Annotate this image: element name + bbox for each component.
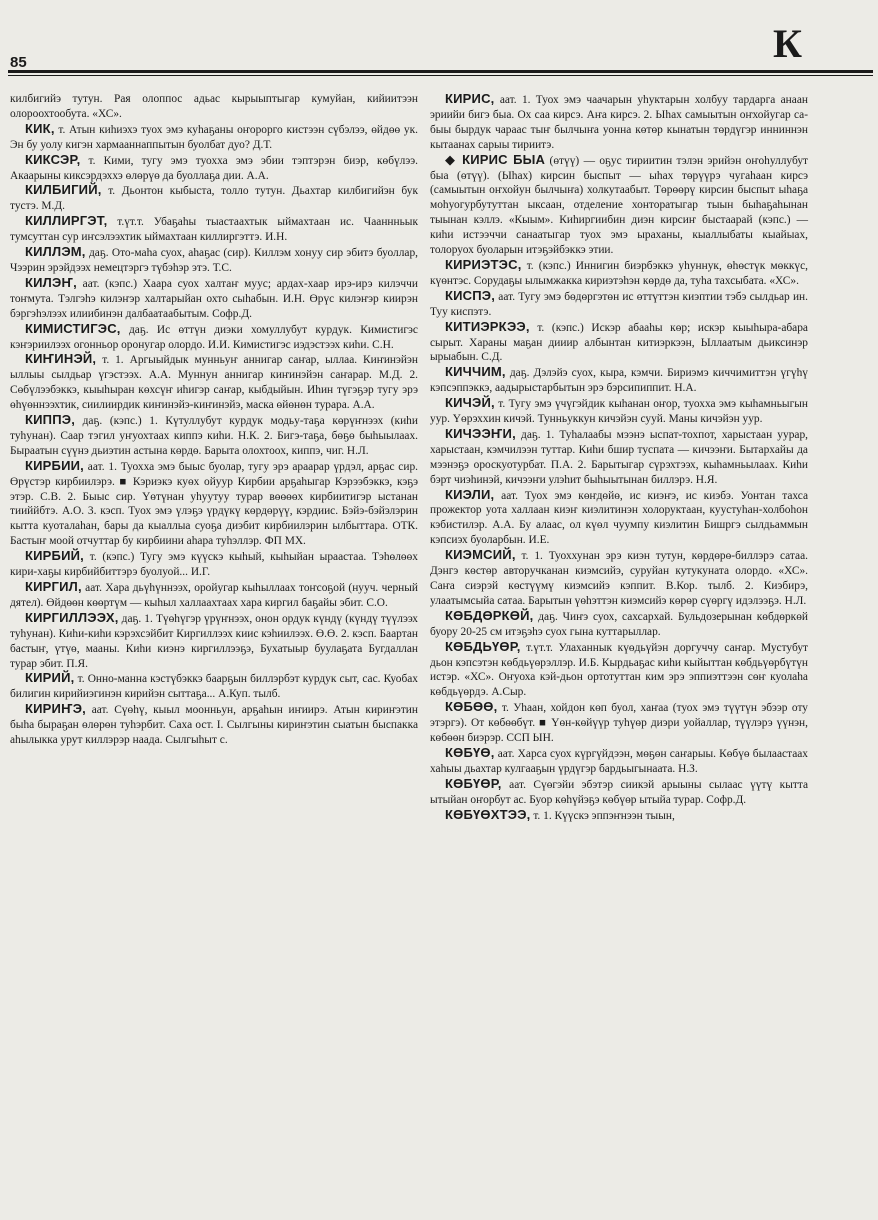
entry-text: т. Онно-манна кэстүбэккэ баарҕын биллэрбэт курдук сыт, сас. Куобах билигин кирийиэгинэн кирийэн сыттаҕа... А.Куп. тылб.: [10, 673, 418, 701]
entry-text: т. Тугу эмэ үчүгэйдик кыһанан оҥор, туохха эмэ кыһамньыгын уур. Үөрэххин кичэй. Тунньуккун кичэйэн сууй. Маны кичэйэн уур.: [430, 398, 808, 426]
dictionary-entry: [430, 92, 808, 153]
entry-text: т.үт.т. Убаҕаһы тыастаахтык ыймахтаан ис. Чааннньык тумсуттан сур иҥсэлээхтик ыймахтаан киллиргэттэ. И.Н.: [10, 216, 418, 244]
entry-text: аат. Тугу эмэ бөдөргэтөн ис өттүттэн киэптии тэбэ сылдьар ин. Туу киспэтэ.: [430, 290, 808, 318]
entry-headword: КИТИЭРКЭЭ,: [445, 318, 530, 334]
right-column: [430, 92, 808, 824]
left-column: [10, 92, 418, 748]
dictionary-entry: [10, 276, 418, 322]
dictionary-entry: [430, 777, 808, 808]
dictionary-entry: [10, 153, 418, 184]
entry-headword: КӨБҮӨР,: [445, 775, 502, 791]
entry-headword: КӨБӨӨ,: [445, 699, 498, 715]
page-number: 85: [10, 54, 27, 71]
dictionary-entry: [10, 413, 418, 459]
dictionary-entry: [10, 183, 418, 214]
dictionary-entry: [10, 611, 418, 672]
entry-headword: КӨБҮӨ,: [445, 744, 495, 760]
entry-headword: КИЛБИГИЙ,: [25, 182, 102, 198]
dictionary-entry: [10, 671, 418, 702]
dictionary-entry: [430, 548, 808, 609]
entry-headword: КИЧЭЭҤИ,: [445, 425, 516, 441]
entry-headword: КИЛЛЭМ,: [25, 244, 86, 260]
entry-headword: КИРГИЛЛЭЭХ,: [25, 609, 119, 625]
entry-text: т. Дьонтон кыбыста, толло тутун. Дьахтар килбигийэн бук тустэ. М.Д.: [10, 185, 418, 213]
dictionary-entry: [430, 488, 808, 549]
entry-text: т. 1. Туоххунан эрэ киэн тутун, көрдөрө-биллэрэ сатаа. Дэнгэ көстөр авторучканан киэмсийэ, суруйан кутукуната олордо. «ХС». Саҥа сиэрэй көстүүмү киэмсийэ кэппит. В.Кор. тылб. 2. Киэбирэ, улаатымсыйа сатаа. Барытын үөһэттэн киэмсийэ көрөр сүөргү идэлээҕэ. Н.Л.: [430, 550, 808, 607]
dictionary-entry: [430, 289, 808, 320]
entry-headword: КИРИЙ,: [25, 670, 75, 686]
dictionary-entry: [430, 365, 808, 396]
entry-text: килбигийэ тутун. Рая олоппос адьас кырыыптыгар кумуйан, кийиитээн олороохтообута. «ХС».: [10, 93, 418, 120]
header-rule: [8, 70, 873, 73]
dictionary-entry: [430, 609, 808, 640]
entry-headword: КИМИСТИГЭС,: [25, 320, 121, 336]
header-rule-thin: [8, 75, 873, 76]
entry-text: (өтүү) — оҕус тириитин тэлэн эрийэн оҥоһуллубут быа (өтүү). (Ыһах) кирсин быспыт — ыһах төрүүрэ чугаһаан кирсэ (самыытын оҥхойун былчыҥа) холкутаабыт. Төрөөрү кирсин быспыт ыһаҕа моһуогурбутуттан ыксаан, отделение хонторатыгар тыын быһаҕаһынан тыынан кэллэ. «Кыым». Киһиргиибин диэн кирсиҥ быстаарай (кэпс.) — киһи истээччи санаатыгар туох эмэ ыраханы, кыаллыбаты кыайыах, толоруох буоларын итэҕэйбэккэ этии.: [430, 154, 808, 257]
entry-text: аат. Туох эмэ көҥдөйө, ис киэҥэ, ис киэбэ. Уонтан тахса прожектор уота халлаан киэҥ киэлитинэн холоруктаан, куустуһан-холбоһон кэбистилэр. А.А. Бу алаас, ол күөл чуумпу киэлитин Бишргэ сылдьаммын кэпсиэх буоларбын. И.Е.: [430, 489, 808, 547]
entry-headword: КИРБИЙ,: [25, 548, 84, 564]
entry-headword: КИРИС,: [445, 91, 495, 106]
dictionary-entry: [10, 322, 418, 353]
dictionary-entry: [10, 214, 418, 245]
entry-headword: КИЭЛИ,: [445, 486, 495, 502]
entry-headword: ◆ КИРИС БЫА: [445, 151, 546, 167]
dictionary-entry: [430, 808, 808, 824]
entry-text: аат. 1. Туох эмэ чаачарын уһуктарын холбуу тардарга анаан эриийи бигэ быа. Ох саа кирсэ. Аҥа кирсэ. 2. Ыһах самыытын оҥхойугар сабыы бырдук чараас тыҥ былчыҥа уонна көтөр кынатын төрдүгэр инниннэн кытаанах сарыы тириитэ.: [430, 94, 808, 151]
entry-text: даҕ. Ис өттүн диэки хомуллубут курдук. Кимистигэс кэҥэриилээх огонньор оронугар олордо. И.И. Кимистигэс иэдэстээх киһи. С.Н.: [10, 323, 418, 351]
entry-text: даҕ. 1. Туһалаабы мээнэ ыспат-тохпот, харыстаан уурар, харыстаан, кэмчилээн туттар. Киһи бшир туспата — кичээҥи. Бытархайы да мээнэҕэ ороскуотурбат. П.А. 2. Барытыгар сүрэхтээх, кыһамньылаах. Киһи бэрт чиэһинэй, кичээҥи улэһит быһыытынан биллэрэ. Н.Я.: [430, 428, 808, 486]
entry-headword: КИЭМСИЙ,: [445, 547, 516, 563]
entry-text: аат. Сүөһү, кыыл моонньун, арҕаһын иҥиирэ. Атын кириҥэтин быһа быраҕан өлөрөн туһэрбит. Саха ост. I. Сылгыны кириҥэтин сыатын быспакка аһылыкка урут киллэрэр наада. Сылгыһыт с.: [10, 704, 418, 747]
entry-text: т. (кэпс.) Тугу эмэ күүскэ кыһый, кыһыйан ыраастаа. Тэһөлөөх кири-хаҕы кирбийбиттэрэ буолуой... И.Г.: [10, 551, 418, 579]
dictionary-entry: [430, 427, 808, 488]
entry-headword: КИЛЭҤ,: [25, 274, 77, 290]
dictionary-entry: [10, 122, 418, 153]
entry-headword: КИЛЛИРГЭТ,: [25, 213, 108, 229]
entry-text: аат. Хара дьүһүннээх, оройугар кыһыллаах тоҥсоҕой (нууч. черный дятел). Өйдөөн көөртүм — кыһыл халлаахтаах хара киргил баҕайы эбит. С.О.: [10, 582, 418, 609]
dictionary-entry: [10, 245, 418, 276]
entry-headword: КӨБҮӨХТЭЭ,: [445, 806, 531, 822]
entry-text: т. (кэпс.) Искэр абааһы көр; искэр кыыһыра-абара сырыт. Хараны маҕан дииир албынтан китиэркээн, Ыллаатым дьиксинэр ырыабын. С.Д.: [430, 321, 808, 364]
dictionary-entry: [10, 352, 418, 413]
entry-headword: КИКСЭР,: [25, 151, 81, 167]
entry-headword: КИРИҤЭ,: [25, 701, 86, 717]
entry-headword: КИЧЭЙ,: [445, 395, 495, 411]
dictionary-entry: [10, 92, 418, 122]
entry-text: аат. 1. Туохха эмэ быыс буолар, тугу эрэ араарар үрдэл, арҕас сир. Өрүстэр кирбиилэрэ. ■ Кэриэкэ куөх ойуур Кирбии арҕаһыгар Кэрээбэккэ, кэҕэ этэр. С.В. 2. Быыс сир. Үөтүнан уһуутуу турар вөөөөх кирбиитигэр ыстанан тииййбтэ. А.О. 3. кэсп. Туох эмэ үлэҕэ үрдүкү көрдөрүү, кэрдиис. Бэйэ-бэйэлэрин кытта куоталаһан, бары да кыаллыа суоҕа диэбит кирбиилэрин ылбыттара. ОТК. Бастыҥ моой отчуттар бу кирбиини аһара туһэллэр. ФП МХ.: [10, 460, 418, 548]
dictionary-entry: [430, 746, 808, 777]
entry-text: т. Атын киһиэхэ туох эмэ куһаҕаны оҥорорго кистээн сүбэлээ, өйдөө ук. Эн бу уолу кигэн хармааннаппытын буолбат дуо? Д.Т.: [10, 123, 418, 151]
entry-text: даҕ. Ото-маһа суох, аһаҕас (сир). Киллэм хонуу сир эбитэ буоллар, Чээрин эрэйдээх немецтэргэ түбэһэр этэ. Т.С.: [10, 247, 418, 274]
dictionary-entry: [10, 580, 418, 611]
entry-text: аат. Сүөгэйи эбэтэр сиикэй арыыны сылаас үүтү кытта ытыйан оҥорбут ас. Буор көһүйэҕэ көбүөр ытыйа турар. Софр.Д.: [430, 778, 808, 806]
entry-headword: КИППЭ,: [25, 412, 76, 428]
entry-text: т.үт.т. Улаханнык күөдьүйэн доргуччу саҥар. Мустубут дьон кэпсэтэн көбдьүөрэллэр. И.Б. Кырдьаҕас киһи кыйыттан көбдьүөрбүтүн истэр. «ХС». Оҥуоха кэй-дьон ортотуттан ким эрэ эппиэттээн сөҥ куолаһа көбдьүөрдэ. А.Сыр.: [430, 641, 808, 699]
entry-text: даҕ. Чиҥэ суох, сахсархай. Бульдозерынан көбдөркөй буору 20-25 см итэҕэһэ суох гына куттарыллар.: [430, 610, 808, 638]
dictionary-entry: [10, 549, 418, 580]
entry-text: т. Кими, тугу эмэ туохха эмэ эбии тэптэрэн биэр, көбүлээ. Акаарыны киксэрдэххэ өлөрүө да буоллаҕа дии. А.А.: [10, 154, 418, 182]
dictionary-entry: [10, 702, 418, 748]
entry-text: даҕ. (кэпс.) 1. Күтуллубут курдук модьу-таҕа көрүҥнээх (киһи туһунан). Саар тэгил уҥуохтаах киппэ киһи. Н.К. 2. Бигэ-таҕа, бөҕө быһыылаах. Быраатын сүүнэ дьиэтин астына көрдө. Барыта олохтоох, киппэ, чиг. Н.Л.: [10, 415, 418, 457]
entry-headword: КИРИЭТЭС,: [445, 256, 522, 272]
dictionary-entry: [430, 153, 808, 258]
entry-text: даҕ. Дэлэйэ суох, кыра, кэмчи. Бириэмэ киччимиттэн үгүһү кэпсэппэккэ, аадырыстарбытын эрэ бэрсипиппит. Н.А.: [430, 367, 808, 395]
dictionary-entry: [430, 396, 808, 427]
dictionary-entry: [430, 700, 808, 746]
entry-headword: КӨБДӨРКӨЙ,: [445, 607, 534, 623]
entry-headword: КИЧЧИМ,: [445, 364, 506, 380]
entry-headword: КИК,: [25, 120, 55, 136]
entry-text: даҕ. 1. Түөһүгэр үрүҥнээх, онон ордук күндү (күндү түүлээх туһунан). Киһи-киһи кэрэхсэйбит Киргиллээх киис кэһиилээх. Ө.Ө. 2. кэсп. Баартан бастыҥ, үтүө, мааны. Киһи киэнэ киргиллээҕэ, Бухатыыр буулаҕата Бугдаллан турар эбит. П.Я.: [10, 612, 418, 670]
dictionary-entry: [430, 320, 808, 366]
entry-headword: КИСПЭ,: [445, 287, 496, 303]
entry-headword: КИҤИНЭЙ,: [25, 351, 97, 367]
dictionary-entry: [430, 640, 808, 701]
section-letter: К: [773, 21, 803, 66]
entry-headword: КИРГИЛ,: [25, 579, 82, 594]
dictionary-entry: [430, 258, 808, 289]
entry-text: т. Уһаан, хойдон көп буол, хаҥаа (туох эмэ түүтүн эбээр оту этэргэ). От көбөөбүт. ■ Үөн-көйүүр туһүөр диэри уойаллар, түүлэрэ үүнэн, көбөөн биэрэр. ССП ЫН.: [430, 702, 808, 745]
entry-text: аат. (кэпс.) Хаара суох халтаҥ муус; ардах-хаар ирэ-ирэ килэччи тоҥмута. Тэлгэһэ килэҥэр халтарыйан охто сыһабын. И.Н. Өрүс килэҥэр киирэн бэргэһэлээх илиибинэн далбаатаабытым. Софр.Д.: [10, 277, 418, 320]
dictionary-entry: [10, 459, 418, 549]
entry-headword: КӨБДЬҮӨР,: [445, 638, 521, 654]
entry-text: т. (кэпс.) Иннигин биэрбэккэ уһуннук, өһөстүк мөккүс, күөнтэс. Сорудаҕы ылымжакка кириэтэһэн көрдө да, туһа тахсыбата. «ХС».: [430, 259, 808, 287]
entry-text: т. 1. Күүскэ эппэҥнээн тыын,: [533, 809, 675, 822]
entry-text: т. 1. Аргыыйдык мунньуҥ аннигар саҥар, ыллаа. Киҥинэйэн ыллыы сылдьар үгэстээх. А.А. Муннун аннигар киҥинэйэн саҥарар. М.Д. 2. Сөбүлээбэккэ, кыыһыран көхсүҥ иһигэр саҥар, кыбдыйын. Иһин түгэҕэр тугу эрэ өһүөннээхтик, сиилиирдик киҥинэйэ-киҥинэйэ, маска өйөнөн турара. А.А.: [10, 354, 418, 412]
entry-text: аат. Харса суох күргүйдээн, мөҕөн саҥарыы. Көбүө былаастаах хаһыы дьахтар кулгааҕын үрдүгэр бардьыгынаата. Н.З.: [430, 747, 808, 775]
entry-headword: КИРБИИ,: [25, 457, 84, 473]
